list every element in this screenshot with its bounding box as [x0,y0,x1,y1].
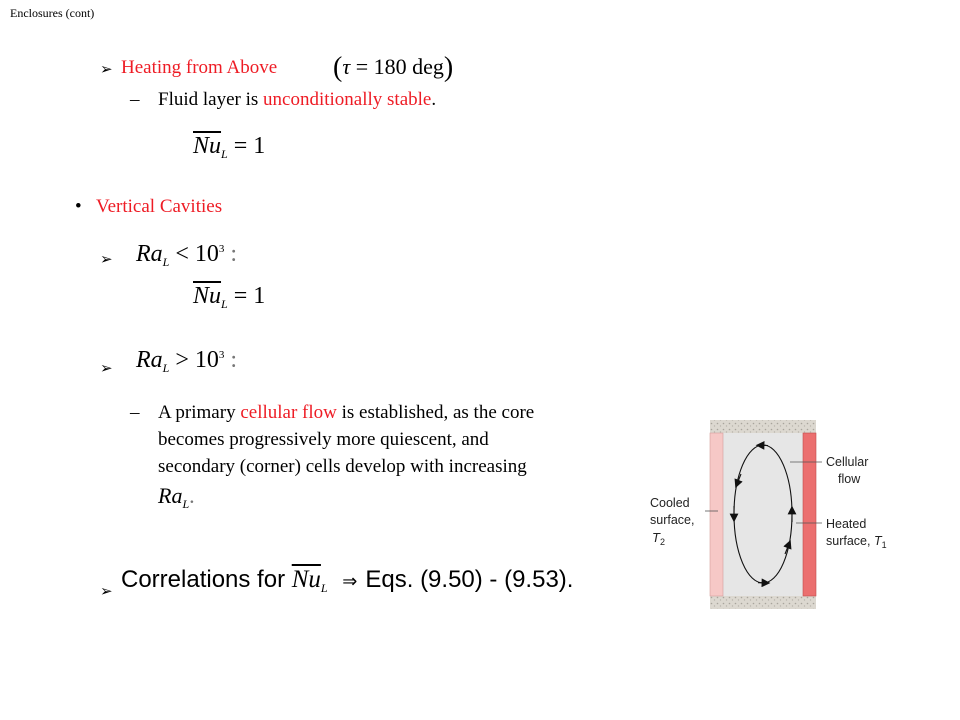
heating-from-above-label: Heating from Above [121,57,278,78]
dash-bullet: – [130,402,140,423]
cellular-flow-label: flow [838,472,861,486]
arrow-bullet-icon: ➢ [100,60,113,78]
heated-wall [803,433,816,596]
dash-bullet: – [130,89,140,110]
cooled-surface-label: surface, [650,513,695,527]
rayleigh-less-condition: $Ra_L < 10^3$ : [136,241,238,269]
nusselt-equation-1: $\overline{Nu}_L = 1$ [193,133,266,161]
primary-flow-line-3: secondary (corner) cells develop with increasing [158,456,527,477]
heated-surface-label: surface, $T_1$ [826,534,887,550]
tau-equation: (τ = 180 deg) [333,52,454,83]
bottom-insulation [710,596,816,609]
cooled-surface-label: Cooled [650,496,690,510]
arrow-bullet-icon: ➢ [100,250,113,268]
primary-flow-line-2: becomes progressively more quiescent, and [158,429,489,450]
arrow-bullet-icon: ➢ [100,582,113,600]
top-insulation [710,420,816,433]
cooled-surface-temp: $T_2$ [652,530,665,547]
cavity-fluid [723,433,803,596]
slide-header: Enclosures (cont) [10,6,95,20]
nusselt-equation-2: $\overline{Nu}_L = 1$ [193,283,266,311]
rayleigh-symbol: $Ra_L$. [158,483,195,511]
primary-flow-line-1: A primary cellular flow is established, as the core [158,402,535,423]
round-bullet: • [75,196,82,217]
vertical-cavities-label: Vertical Cavities [96,196,223,217]
correlations-line: Correlations for $\overline{Nu}_L$ ⇒ Eqs. (9.50) - (9.53). [121,566,574,595]
fluid-layer-text: Fluid layer is unconditionally stable. [158,89,437,110]
arrow-bullet-icon: ➢ [100,359,113,377]
rayleigh-greater-condition: $Ra_L > 10^3$ : [136,347,238,375]
heated-surface-label: Heated [826,517,867,531]
cooled-wall [710,433,723,596]
vertical-cavity-figure [620,410,920,620]
cellular-flow-label: Cellular [826,455,869,469]
